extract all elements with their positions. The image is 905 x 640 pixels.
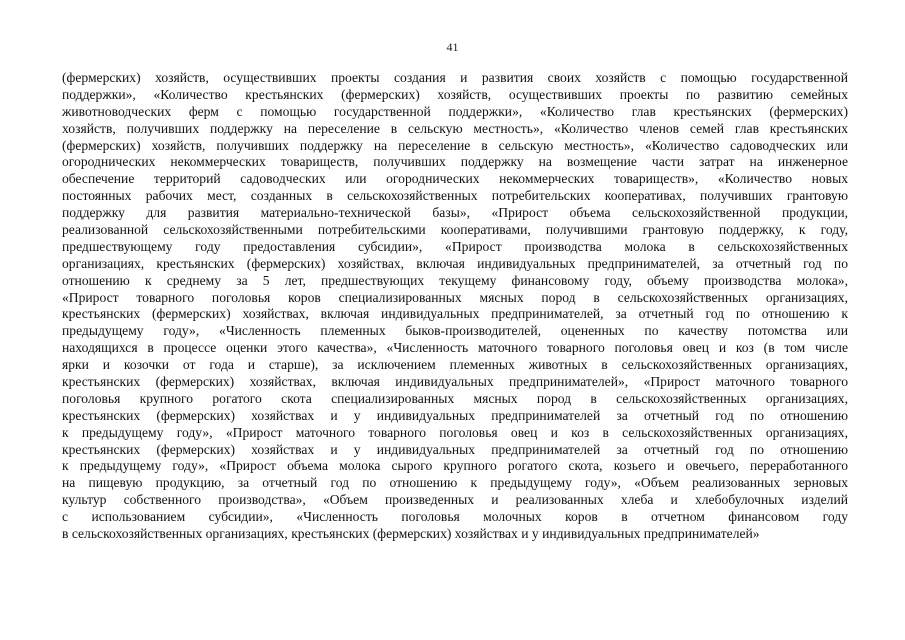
text-line: ярки и козочки от года и старше), за исключением племенных животных в сельскохозяйственных организациях, [62, 357, 848, 373]
text-line: на пищевую продукцию, за отчетный год по отношению к предыдущему году», «Объем реализованных зерновых [62, 475, 848, 491]
text-line: крестьянских (фермерских) хозяйствах и у индивидуальных предпринимателей за отчетный год по отношению [62, 441, 848, 457]
text-line: с использованием субсидии», «Численность поголовья молочных коров в отчетном финансовом году [62, 509, 848, 525]
text-line: постоянных рабочих мест, созданных в сельскохозяйственных потребительских кооперативах, получивших грантовую [62, 188, 848, 204]
text-line: крестьянских (фермерских) хозяйствах, включая индивидуальных предпринимателей», «Прирост маточного товарного [62, 374, 848, 390]
text-line: находящихся в процессе оценки этого качества», «Численность маточного товарного поголовья овец и коз (в том числе [62, 340, 848, 356]
page-number: 41 [446, 40, 459, 54]
text-line: к предыдущему году», «Прирост маточного товарного поголовья овец и коз в сельскохозяйственных организациях, [62, 424, 848, 440]
text-line: предыдущему году», «Численность племенных быков-производителей, оцененных по качеству потомства или [62, 323, 848, 339]
text-line: к предыдущему году», «Прирост объема молока сырого крупного рогатого скота, козьего и овечьего, переработанного [62, 458, 848, 474]
text-line: крестьянских (фермерских) хозяйствах и у индивидуальных предпринимателей за отчетный год по отношению [62, 407, 848, 423]
body-paragraph [62, 70, 848, 543]
text-line: поддержки», «Количество крестьянских (фермерских) хозяйств, осуществивших проекты по развитию семейных [62, 86, 848, 102]
text-line: (фермерских) хозяйств, получивших поддержку на переселение в сельскую местность», «Количество садоводческих или [62, 137, 848, 153]
text-line: хозяйств, получивших поддержку на переселение в сельскую местность», «Количество членов семей глав крестьянских [62, 120, 848, 136]
text-line: в сельскохозяйственных организациях, крестьянских (фермерских) хозяйствах и у индивидуальных предпринимателей» [62, 526, 760, 542]
text-line: огороднических некоммерческих товариществ, получивших поддержку на возмещение части затрат на инженерное [62, 154, 848, 170]
text-line: обеспечение территорий садоводческих или огороднических некоммерческих товариществ», «Количество новых [62, 171, 848, 187]
text-line: поголовья крупного рогатого скота специализированных мясных пород в сельскохозяйственных организациях, [62, 390, 848, 406]
text-line: крестьянских (фермерских) хозяйствах, включая индивидуальных предпринимателей, за отчетный год по отношению к [62, 306, 848, 322]
text-line: отношению к среднему за 5 лет, предшествующих текущему финансовому году, объему производства молока», [62, 272, 848, 288]
text-line: реализованной сельскохозяйственными потребительскими кооперативами, получившими грантовую поддержку, к году, [62, 222, 848, 238]
text-line: животноводческих ферм с помощью государственной поддержки», «Количество глав крестьянских (фермерских) [62, 103, 848, 119]
text-line: организациях, крестьянских (фермерских) хозяйствах, включая индивидуальных предпринимателей, за отчетный год по [62, 255, 848, 271]
text-line: «Прирост товарного поголовья коров специализированных мясных пород в сельскохозяйственных организациях, [62, 289, 848, 305]
text-line: поддержку для развития материально-технической базы», «Прирост объема сельскохозяйственной продукции, [62, 205, 848, 221]
text-line: (фермерских) хозяйств, осуществивших проекты создания и развития своих хозяйств с помощью государственной [62, 70, 848, 85]
text-line: культур собственного производства», «Объем произведенных и реализованных хлеба и хлебобулочных изделий [62, 492, 848, 508]
text-line: предшествующему году предоставления субсидии», «Прирост производства молока в сельскохозяйственных [62, 238, 848, 254]
